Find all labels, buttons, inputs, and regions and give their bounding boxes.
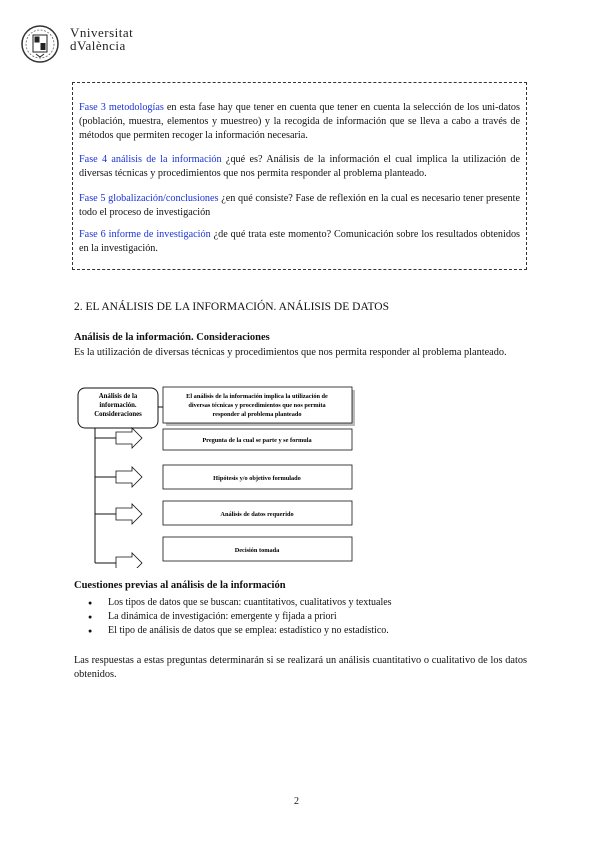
phase-label: Fase 4 análisis de la información: [79, 154, 222, 165]
arrow-icon: [116, 553, 142, 568]
phase-text: ¿de qué trata este momento? Comunicación sobre los resultados obtenidos en la investigación.: [79, 229, 521, 254]
university-logotype: [70, 26, 133, 52]
phases-box: [72, 82, 527, 270]
definition-line: El análisis de la información implica la utilización de: [186, 393, 328, 400]
diagram-root-line: Análisis de la: [98, 393, 138, 400]
phase-6: [79, 228, 520, 256]
step-label: Decisión tomada: [234, 547, 280, 554]
definition-line: diversas técnicas y procedimientos que nos permita: [188, 402, 326, 409]
diagram-root-line: información.: [99, 402, 137, 409]
definition-line: responder al problema planteado: [212, 411, 302, 418]
phase-5: [79, 192, 520, 220]
bullet-list: [88, 596, 392, 638]
university-seal-icon: [20, 24, 60, 64]
phase-text: en esta fase hay que tener en cuenta que tener en cuenta la selección de los uni-datos (población, muestra, elementos y muestreo) y la recogida de información que se lleva a cabo a través de métodos que permiten recoger la información necesaria.: [79, 102, 520, 141]
diagram-step: [95, 501, 352, 525]
phase-text: ¿en qué consiste? Fase de reflexión en la cual es necesario tener presente todo el proceso de investigación: [79, 193, 520, 218]
step-label: Análisis de datos requerido: [220, 511, 294, 518]
page-number: 2: [294, 796, 299, 807]
logo-line-2: dValència: [70, 38, 126, 53]
intro-paragraph: Es la utilización de diversas técnicas y procedimientos que nos permita responder al problema planteado.: [74, 347, 507, 358]
phase-3: [79, 101, 520, 143]
list-item: ● Los tipos de datos que se buscan: cuantitativos, cualitativos y textuales: [88, 596, 392, 610]
phase-label: Fase 5 globalización/conclusiones: [79, 193, 219, 204]
diagram-step: [95, 428, 352, 450]
arrow-icon: [116, 467, 142, 487]
phase-4: [79, 153, 520, 181]
step-label: Pregunta de la cual se parte y se formula: [202, 437, 312, 444]
arrow-icon: [116, 428, 142, 448]
phase-label: Fase 6 informe de investigación: [79, 229, 211, 240]
phase-text: ¿qué es? Análisis de la información el cual implica la utilización de diversas técnicas y procedimientos que nos permita responder al problema planteado.: [79, 154, 520, 179]
closing-paragraph: Las respuestas a estas preguntas determinarán si se realizará un análisis cuantitativo o cualitativo de los datos obtenidos.: [74, 655, 527, 680]
logo-line-1: Vniversitat: [70, 25, 134, 40]
list-item: ● El tipo de análisis de datos que se emplea: estadístico y no estadístico.: [88, 624, 392, 638]
section-title: 2. EL ANÁLISIS DE LA INFORMACIÓN. ANÁLISIS DE DATOS: [74, 301, 389, 313]
arrow-icon: [116, 504, 142, 524]
phase-label: Fase 3 metodologías: [79, 102, 164, 113]
subheading-considerations: Análisis de la información. Consideraciones: [74, 332, 270, 343]
list-item: ● La dinámica de investigación: emergente y fijada a priori: [88, 610, 392, 624]
step-label: Hipótesis y/o objetivo formulado: [213, 475, 301, 482]
diagram-step: [95, 465, 352, 489]
diagram-step: [116, 537, 352, 568]
diagram-root-line: Consideraciones: [94, 411, 142, 418]
analysis-diagram: [70, 383, 360, 568]
subheading-previous-questions: Cuestiones previas al análisis de la información: [74, 580, 286, 591]
